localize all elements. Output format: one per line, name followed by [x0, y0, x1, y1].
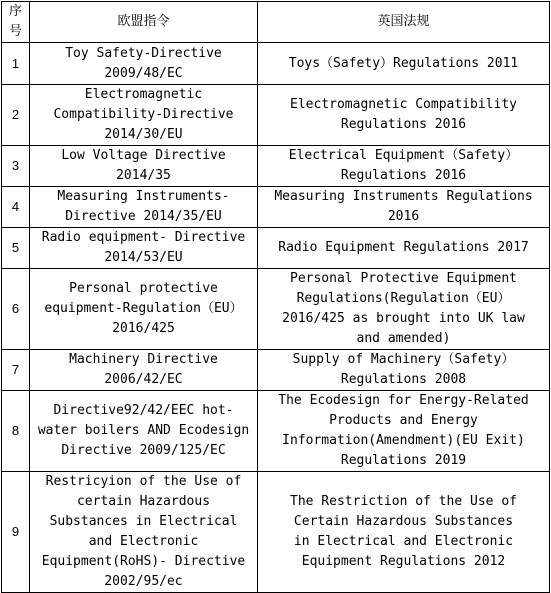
- row-number: 3: [2, 146, 30, 187]
- table-row: [2, 472, 550, 593]
- table-row: [2, 187, 550, 228]
- uk-regulation-cell: The Restriction of the Use of Certain Hazardous Substances in Electrical and Electronic Equipment Regulations 2012: [258, 472, 550, 593]
- row-number: 7: [2, 350, 30, 391]
- eu-directive-cell: Personal protective equipment-Regulation（EU） 2016/425: [30, 269, 258, 350]
- uk-regulation-cell: Toys（Safety）Regulations 2011: [258, 43, 550, 85]
- table-row: [2, 228, 550, 269]
- uk-regulation-cell: Radio Equipment Regulations 2017: [258, 228, 550, 269]
- row-number: 9: [2, 472, 30, 593]
- table-row: [2, 269, 550, 350]
- regulations-table: [1, 1, 550, 593]
- eu-directive-cell: Restricyion of the Use of certain Hazardous Substances in Electrical and Electronic Equipment(RoHS)- Directive 2002/95/ec: [30, 472, 258, 593]
- row-number: 2: [2, 85, 30, 146]
- uk-regulation-cell: Measuring Instruments Regulations 2016: [258, 187, 550, 228]
- header-uk-regulation: 英国法规: [258, 2, 550, 43]
- eu-directive-cell: Machinery Directive 2006/42/EC: [30, 350, 258, 391]
- row-number: 6: [2, 269, 30, 350]
- uk-regulation-cell: Electromagnetic Compatibility Regulations 2016: [258, 85, 550, 146]
- table-row: [2, 43, 550, 85]
- table-row: [2, 350, 550, 391]
- eu-directive-cell: Radio equipment- Directive 2014/53/EU: [30, 228, 258, 269]
- row-number: 4: [2, 187, 30, 228]
- uk-regulation-cell: Personal Protective Equipment Regulations(Regulation（EU） 2016/425 as brought into UK law and amended): [258, 269, 550, 350]
- eu-directive-cell: Measuring Instruments- Directive 2014/35/EU: [30, 187, 258, 228]
- row-number: 8: [2, 391, 30, 472]
- eu-directive-cell: Low Voltage Directive 2014/35: [30, 146, 258, 187]
- eu-directive-cell: Directive92/42/EEC hot- water boilers AND Ecodesign Directive 2009/125/EC: [30, 391, 258, 472]
- table-row: [2, 85, 550, 146]
- uk-regulation-cell: The Ecodesign for Energy-Related Products and Energy Information(Amendment)(EU Exit) Regulations 2019: [258, 391, 550, 472]
- row-number: 1: [2, 43, 30, 85]
- table-row: [2, 391, 550, 472]
- row-number: 5: [2, 228, 30, 269]
- header-number: 序 号: [2, 2, 30, 43]
- uk-regulation-cell: Electrical Equipment（Safety） Regulations 2016: [258, 146, 550, 187]
- header-row: [2, 2, 550, 43]
- eu-directive-cell: Electromagnetic Compatibility-Directive 2014/30/EU: [30, 85, 258, 146]
- uk-regulation-cell: Supply of Machinery（Safety） Regulations 2008: [258, 350, 550, 391]
- eu-directive-cell: Toy Safety-Directive 2009/48/EC: [30, 43, 258, 85]
- header-eu-directive: 欧盟指令: [30, 2, 258, 43]
- table-row: [2, 146, 550, 187]
